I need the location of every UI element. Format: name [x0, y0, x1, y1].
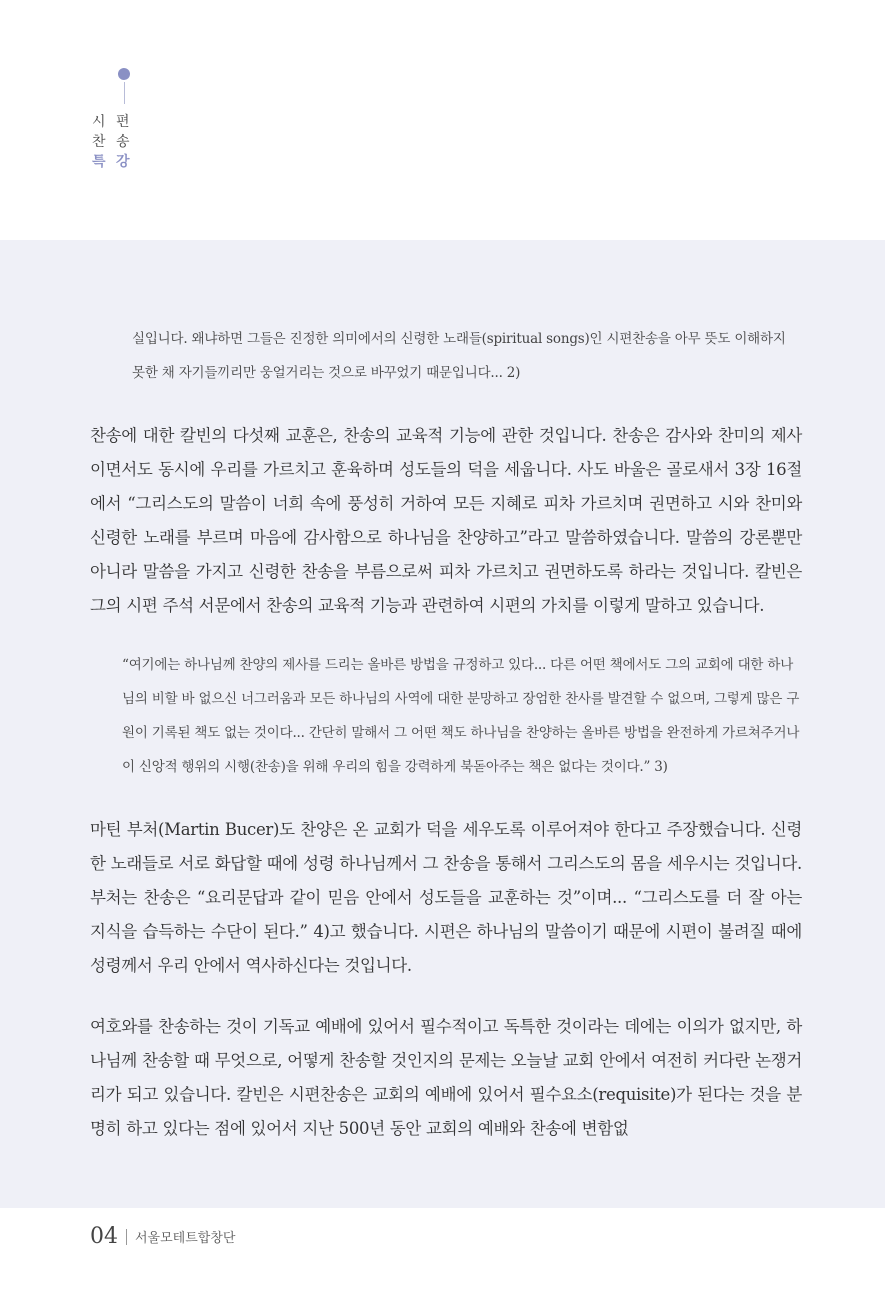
section-title-char: 특 — [92, 154, 106, 170]
section-title-right — [116, 112, 130, 172]
quote-paragraph-2: “여기에는 하나님께 찬양의 제사를 드리는 올바른 방법을 규정하고 있다... 다른 어떤 책에서도 그의 교회에 대한 하나님의 비할 바 없으신 너그러움과 모든 하나님의 사역에 대한 분망하고 장엄한 찬사를 발견할 수 없으며, 그렇게 많은 구원이 기록된 책도 없는 것이다... 간단히 말해서 그 어떤 책도 하나님을 찬양하는 올바른 방법을 완전하게 가르쳐주거나 이 신앙적 행위의 시행(찬송)을 위해 우리의 힘을 강력하게 북돋아주는 책은 없다는 것이다.” 3) — [122, 657, 800, 775]
section-title-char: 편 — [116, 114, 130, 130]
section-title-left — [92, 112, 106, 172]
section-title-char: 송 — [116, 134, 130, 150]
publisher-name: 서울모테트합창단 — [135, 1231, 236, 1246]
section-title-char: 찬 — [92, 134, 106, 150]
body-paragraph-2: 마틴 부처(Martin Bucer)도 찬양은 온 교회가 덕을 세우도록 이루어져야 한다고 주장했습니다. 신령한 노래들로 서로 화답할 때에 성령 하나님께서 그 찬송을 통해서 그리스도의 몸을 세우시는 것입니다. 부처는 찬송은 “요리문답과 같이 믿음 안에서 성도들을 교훈하는 것”이며... “그리스도를 더 잘 아는 지식을 습득하는 수단이 된다.” 4)고 했습니다. 시편은 하나님의 말씀이기 때문에 시편이 불려질 때에 성령께서 우리 안에서 역사하신다는 것입니다. — [90, 820, 802, 975]
footer-separator — [126, 1229, 127, 1245]
page-number: 04 — [90, 1224, 118, 1249]
page-footer — [90, 1224, 235, 1249]
body-paragraph-1: 찬송에 대한 칼빈의 다섯째 교훈은, 찬송의 교육적 기능에 관한 것입니다. 찬송은 감사와 찬미의 제사이면서도 동시에 우리를 가르치고 훈육하며 성도들의 덕을 세웁니다. 사도 바울은 골로새서 3장 16절에서 “그리스도의 말씀이 너희 속에 풍성히 거하여 모든 지혜로 피차 가르치며 권면하고 시와 찬미와 신령한 노래를 부르며 마음에 감사함으로 하나님을 찬양하고”라고 말씀하였습니다. 말씀의 강론뿐만 아니라 말씀을 가지고 신령한 찬송을 부름으로써 피차 가르치고 권면하도록 하라는 것입니다. 칼빈은 그의 시편 주석 서문에서 찬송의 교육적 기능과 관련하여 시편의 가치를 이렇게 말하고 있습니다. — [90, 426, 802, 615]
section-title-char: 시 — [92, 114, 106, 130]
quote-paragraph-1: 실입니다. 왜냐하면 그들은 진정한 의미에서의 신령한 노래들(spiritual songs)인 시편찬송을 아무 뜻도 이해하지 못한 채 자기들끼리만 웅얼거리는 것으로 바꾸었기 때문입니다... 2) — [132, 331, 786, 381]
body-paragraph-3: 여호와를 찬송하는 것이 기독교 예배에 있어서 필수적이고 독특한 것이라는 데에는 이의가 없지만, 하나님께 찬송할 때 무엇으로, 어떻게 찬송할 것인지의 문제는 오늘날 교회 안에서 여전히 커다란 논쟁거리가 되고 있습니다. 칼빈은 시편찬송은 교회의 예배에 있어서 필수요소(requisite)가 된다는 것을 분명히 하고 있다는 점에 있어서 지난 500년 동안 교회의 예배와 찬송에 변함없 — [90, 1017, 802, 1138]
marker-dot — [118, 68, 130, 80]
marker-line — [124, 82, 125, 104]
section-title-char: 강 — [116, 154, 130, 170]
